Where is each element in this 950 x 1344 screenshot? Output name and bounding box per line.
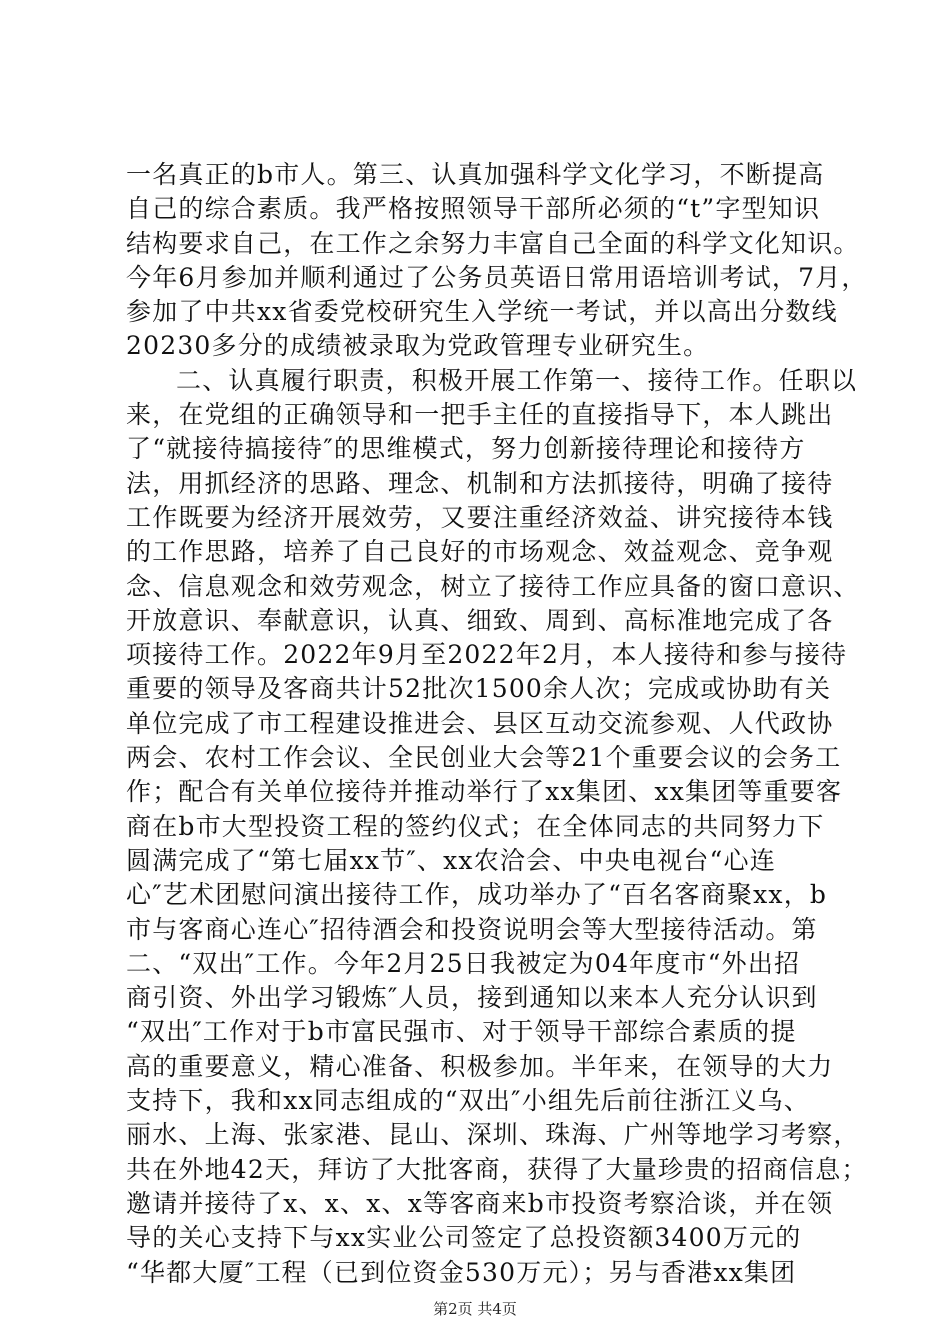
text-line: 20230多分的成绩被录取为党政管理专业研究生。 — [126, 331, 710, 361]
text-line: 项接待工作。2022年9月至2022年2月，本人接待和参与接待 — [126, 640, 848, 670]
text-line: 一名真正的b市人。第三、认真加强科学文化学习，不断提高 — [126, 160, 825, 189]
text-line: 法，用抓经济的思路、理念、机制和方法抓接待，明确了接待 — [126, 468, 834, 498]
text-line: 作；配合有关单位接待并推动举行了xx集团、xx集团等重要客 — [126, 777, 843, 807]
text-line: 单位完成了市工程建设推进会、县区互动交流参观、人代政协 — [126, 708, 834, 738]
text-line: 市与客商心连心″招待酒会和投资说明会等大型接待活动。第 — [126, 914, 818, 944]
text-line: 结构要求自己，在工作之余努力丰富自己全面的科学文化知识。 — [126, 228, 860, 258]
text-line: 丽水、上海、张家港、昆山、深圳、珠海、广州等地学习考察， — [126, 1120, 860, 1150]
body-text — [126, 158, 868, 1290]
text-line: 开放意识、奉献意识，认真、细致、周到、高标准地完成了各 — [126, 605, 834, 635]
text-line: 邀请并接待了x、x、x、x等客商来b市投资考察洽谈，并在领 — [126, 1188, 834, 1218]
text-line: 两会、农村工作会议、全民创业大会等21个重要会议的会务工 — [126, 743, 842, 773]
text-line: 共在外地42天，拜访了大批客商，获得了大量珍贵的招商信息； — [126, 1154, 868, 1184]
text-line: 来，在党组的正确领导和一把手主任的直接指导下，本人跳出 — [126, 400, 834, 430]
text-line: 自己的综合素质。我严格按照领导干部所必须的“t”字型知识 — [126, 194, 821, 224]
text-line: 高的重要意义，精心准备、积极参加。半年来，在领导的大力 — [126, 1051, 834, 1081]
text-line: “双出″工作对于b市富民强市、对于领导干部综合素质的提 — [126, 1017, 797, 1047]
text-line: 的工作思路，培养了自己良好的市场观念、效益观念、竞争观 — [126, 537, 834, 567]
text-line: 商引资、外出学习锻炼″人员，接到通知以来本人充分认识到 — [126, 983, 818, 1013]
text-line: 念、信息观念和效劳观念，树立了接待工作应具备的窗口意识、 — [126, 571, 860, 601]
text-line: 导的关心支持下与xx实业公司签定了总投资额3400万元的 — [126, 1223, 802, 1253]
text-line: 圆满完成了“第七届xx节″、xx农洽会、中央电视台“心连 — [126, 845, 776, 875]
page-number-footer: 第2页 共4页 — [433, 1300, 517, 1318]
text-line: 重要的领导及客商共计52批次1500余人次；完成或协助有关 — [126, 674, 832, 704]
paragraph-start-line: 二、认真履行职责，积极开展工作第一、接待工作。任职以 — [176, 365, 858, 395]
text-line: 今年6月参加并顺利通过了公务员英语日常用语培训考试，7月， — [126, 262, 868, 292]
text-line: 商在b市大型投资工程的签约仪式；在全体同志的共同努力下 — [126, 811, 825, 841]
text-line: 支持下，我和xx同志组成的“双出″小组先后前往浙江义乌、 — [126, 1086, 810, 1116]
text-line: 心″艺术团慰问演出接待工作，成功举办了“百名客商聚xx，b — [126, 880, 828, 910]
text-line: “华都大厦″工程（已到位资金530万元）；另与香港xx集团 — [126, 1257, 797, 1287]
text-line: 参加了中共xx省委党校研究生入学统一考试，并以高出分数线 — [126, 297, 838, 327]
text-line: 工作既要为经济开展效劳，又要注重经济效益、讲究接待本钱 — [126, 502, 834, 532]
text-line: 二、“双出″工作。今年2月25日我被定为04年度市“外出招 — [126, 948, 801, 978]
text-line: 了“就接待搞接待″的思维模式，努力创新接待理论和接待方 — [126, 434, 806, 464]
